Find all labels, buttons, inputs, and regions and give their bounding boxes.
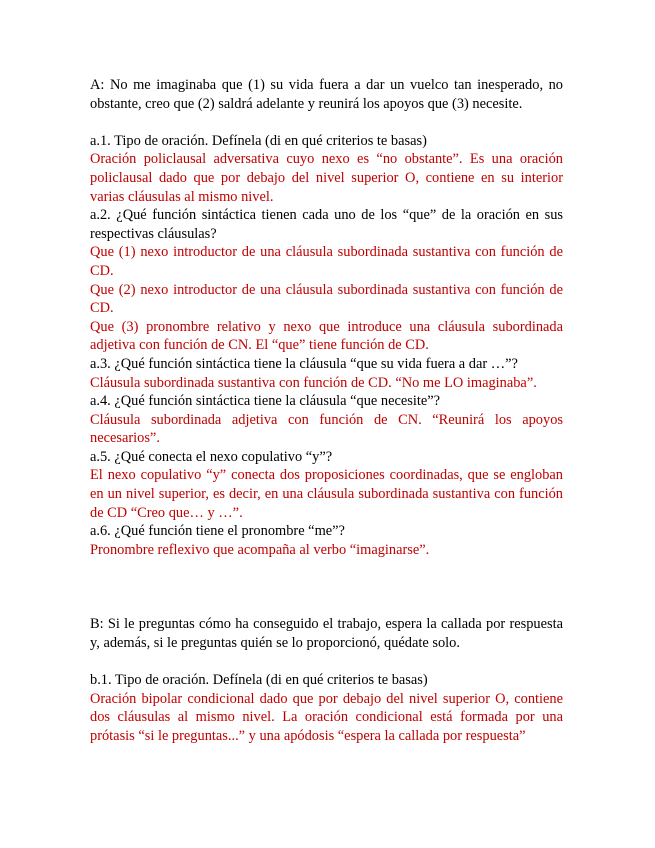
- answer-a1: Oración policlausal adversativa cuyo nexo es “no obstante”. Es una oración policlausal dado que por debajo del nivel superior O, contiene en su interior varias cláusulas al mismo nivel.: [90, 151, 563, 205]
- question-a5: a.5. ¿Qué conecta el nexo copulativo “y”?: [90, 448, 333, 465]
- answer-a2-que1: Que (1) nexo introductor de una cláusula subordinada sustantiva con función de CD.: [90, 244, 563, 279]
- question-a2: a.2. ¿Qué función sintáctica tienen cada uno de los “que” de la oración en sus respectivas cláusulas?: [90, 207, 563, 242]
- spacer: [90, 653, 563, 672]
- answer-a6: Pronombre reflexivo que acompaña al verbo “imaginarse”.: [90, 541, 430, 558]
- question-b1: b.1. Tipo de oración. Defínela (di en qué criterios te basas): [90, 672, 428, 689]
- question-a4: a.4. ¿Qué función sintáctica tiene la cláusula “que necesite”?: [90, 393, 440, 410]
- answer-a2-que3: Que (3) pronombre relativo y nexo que introduce una cláusula subordinada adjetiva con función de CN. El “que” tiene función de CD.: [90, 318, 563, 354]
- answer-a2-que2: Que (2) nexo introductor de una cláusula subordinada sustantiva con función de CD.: [90, 281, 563, 317]
- answer-a3: Cláusula subordinada sustantiva con función de CD. “No me LO imaginaba”.: [90, 374, 537, 391]
- spacer: [90, 113, 563, 132]
- document-page: [90, 76, 563, 746]
- answer-a5: El nexo copulativo “y” conecta dos proposiciones coordinadas, que se engloban en un nivel superior, es decir, en una cláusula subordinada sustantiva con función de CD “Creo que… y …”.: [90, 467, 563, 521]
- answer-b1: Oración bipolar condicional dado que por debajo del nivel superior O, contiene dos cláusulas al mismo nivel. La oración condicional está formada por una prótasis “si le preguntas...” y una apódosis “espera la callada por respuesta”: [90, 690, 563, 744]
- answer-a4: Cláusula subordinada adjetiva con función de CN. “Reunirá los apoyos necesarios”.: [90, 411, 563, 447]
- question-a1: a.1. Tipo de oración. Defínela (di en qué criterios te basas): [90, 132, 427, 149]
- sentence-a: A: No me imaginaba que (1) su vida fuera a dar un vuelco tan inesperado, no obstante, creo que (2) saldrá adelante y reunirá los apoyos que (3) necesite.: [90, 77, 563, 112]
- question-a3: a.3. ¿Qué función sintáctica tiene la cláusula “que su vida fuera a dar …”?: [90, 355, 518, 372]
- section-spacer: [90, 559, 563, 615]
- sentence-b: B: Si le preguntas cómo ha conseguido el trabajo, espera la callada por respuesta y, además, si le preguntas quién se lo proporcionó, quédate solo.: [90, 616, 563, 652]
- question-a6: a.6. ¿Qué función tiene el pronombre “me”?: [90, 523, 345, 540]
